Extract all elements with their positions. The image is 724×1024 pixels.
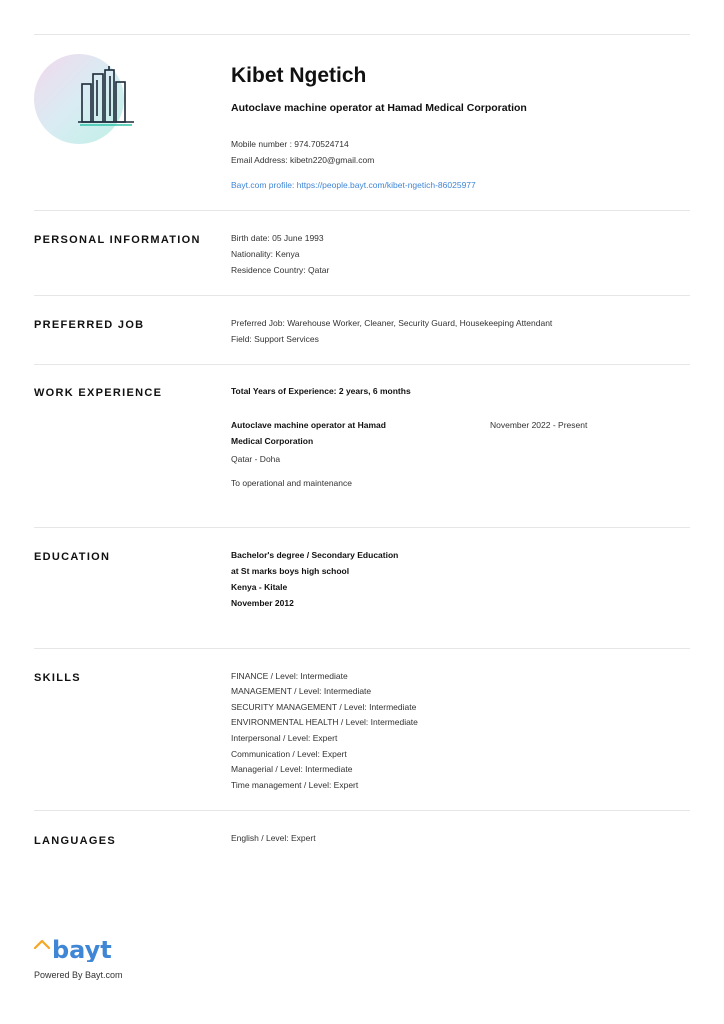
nationality: Nationality: Kenya [231,249,300,259]
language-item: English / Level: Expert [231,833,316,843]
education-date: November 2012 [231,598,294,608]
divider-personal [34,295,690,296]
bayt-logo-text: bayt [52,936,112,962]
skill-item: ENVIRONMENTAL HEALTH / Level: Intermediate [231,717,418,727]
residence-country: Residence Country: Qatar [231,265,330,275]
email-address: Email Address: kibetn220@gmail.com [231,155,375,165]
section-title-education: EDUCATION [34,551,111,563]
skill-item: FINANCE / Level: Intermediate [231,671,348,681]
education-degree: Bachelor's degree / Secondary Education [231,550,399,560]
education-location: Kenya - Kitale [231,582,288,592]
job-role-line2: Medical Corporation [231,436,314,446]
section-title-skills: SKILLS [34,672,81,684]
preferred-field: Field: Support Services [231,334,319,344]
candidate-name: Kibet Ngetich [231,64,367,87]
job-description: To operational and maintenance [231,478,352,488]
bayt-logo[interactable] [34,936,136,967]
city-buildings-icon [76,66,136,130]
preferred-job: Preferred Job: Warehouse Worker, Cleaner, Security Guard, Housekeeping Attendant [231,318,553,328]
profile-link[interactable]: Bayt.com profile: https://people.bayt.com/kibet-ngetich-86025977 [231,180,476,190]
avatar [34,54,124,144]
divider-skills [34,810,690,811]
section-title-work: WORK EXPERIENCE [34,387,163,399]
skill-item: SECURITY MANAGEMENT / Level: Intermediate [231,702,417,712]
section-title-personal: PERSONAL INFORMATION [34,234,201,246]
divider-header [34,210,690,211]
job-role-line1: Autoclave machine operator at Hamad [231,420,386,430]
skill-item: Interpersonal / Level: Expert [231,733,338,743]
skill-item: MANAGEMENT / Level: Intermediate [231,686,372,696]
education-school: at St marks boys high school [231,566,350,576]
divider-education [34,648,690,649]
job-location: Qatar - Doha [231,454,281,464]
divider-preferred [34,364,690,365]
section-title-languages: LANGUAGES [34,835,116,847]
powered-by: Powered By Bayt.com [34,970,123,980]
skill-item: Time management / Level: Expert [231,780,359,790]
section-title-preferred: PREFERRED JOB [34,319,145,331]
candidate-headline: Autoclave machine operator at Hamad Medical Corporation [231,102,527,114]
total-experience: Total Years of Experience: 2 years, 6 months [231,386,411,396]
divider-work [34,527,690,528]
skill-item: Managerial / Level: Intermediate [231,764,353,774]
divider-top [34,34,690,35]
mobile-number: Mobile number : 974.70524714 [231,139,349,149]
birth-date: Birth date: 05 June 1993 [231,233,324,243]
skill-item: Communication / Level: Expert [231,749,347,759]
job-dates: November 2022 - Present [490,420,588,430]
